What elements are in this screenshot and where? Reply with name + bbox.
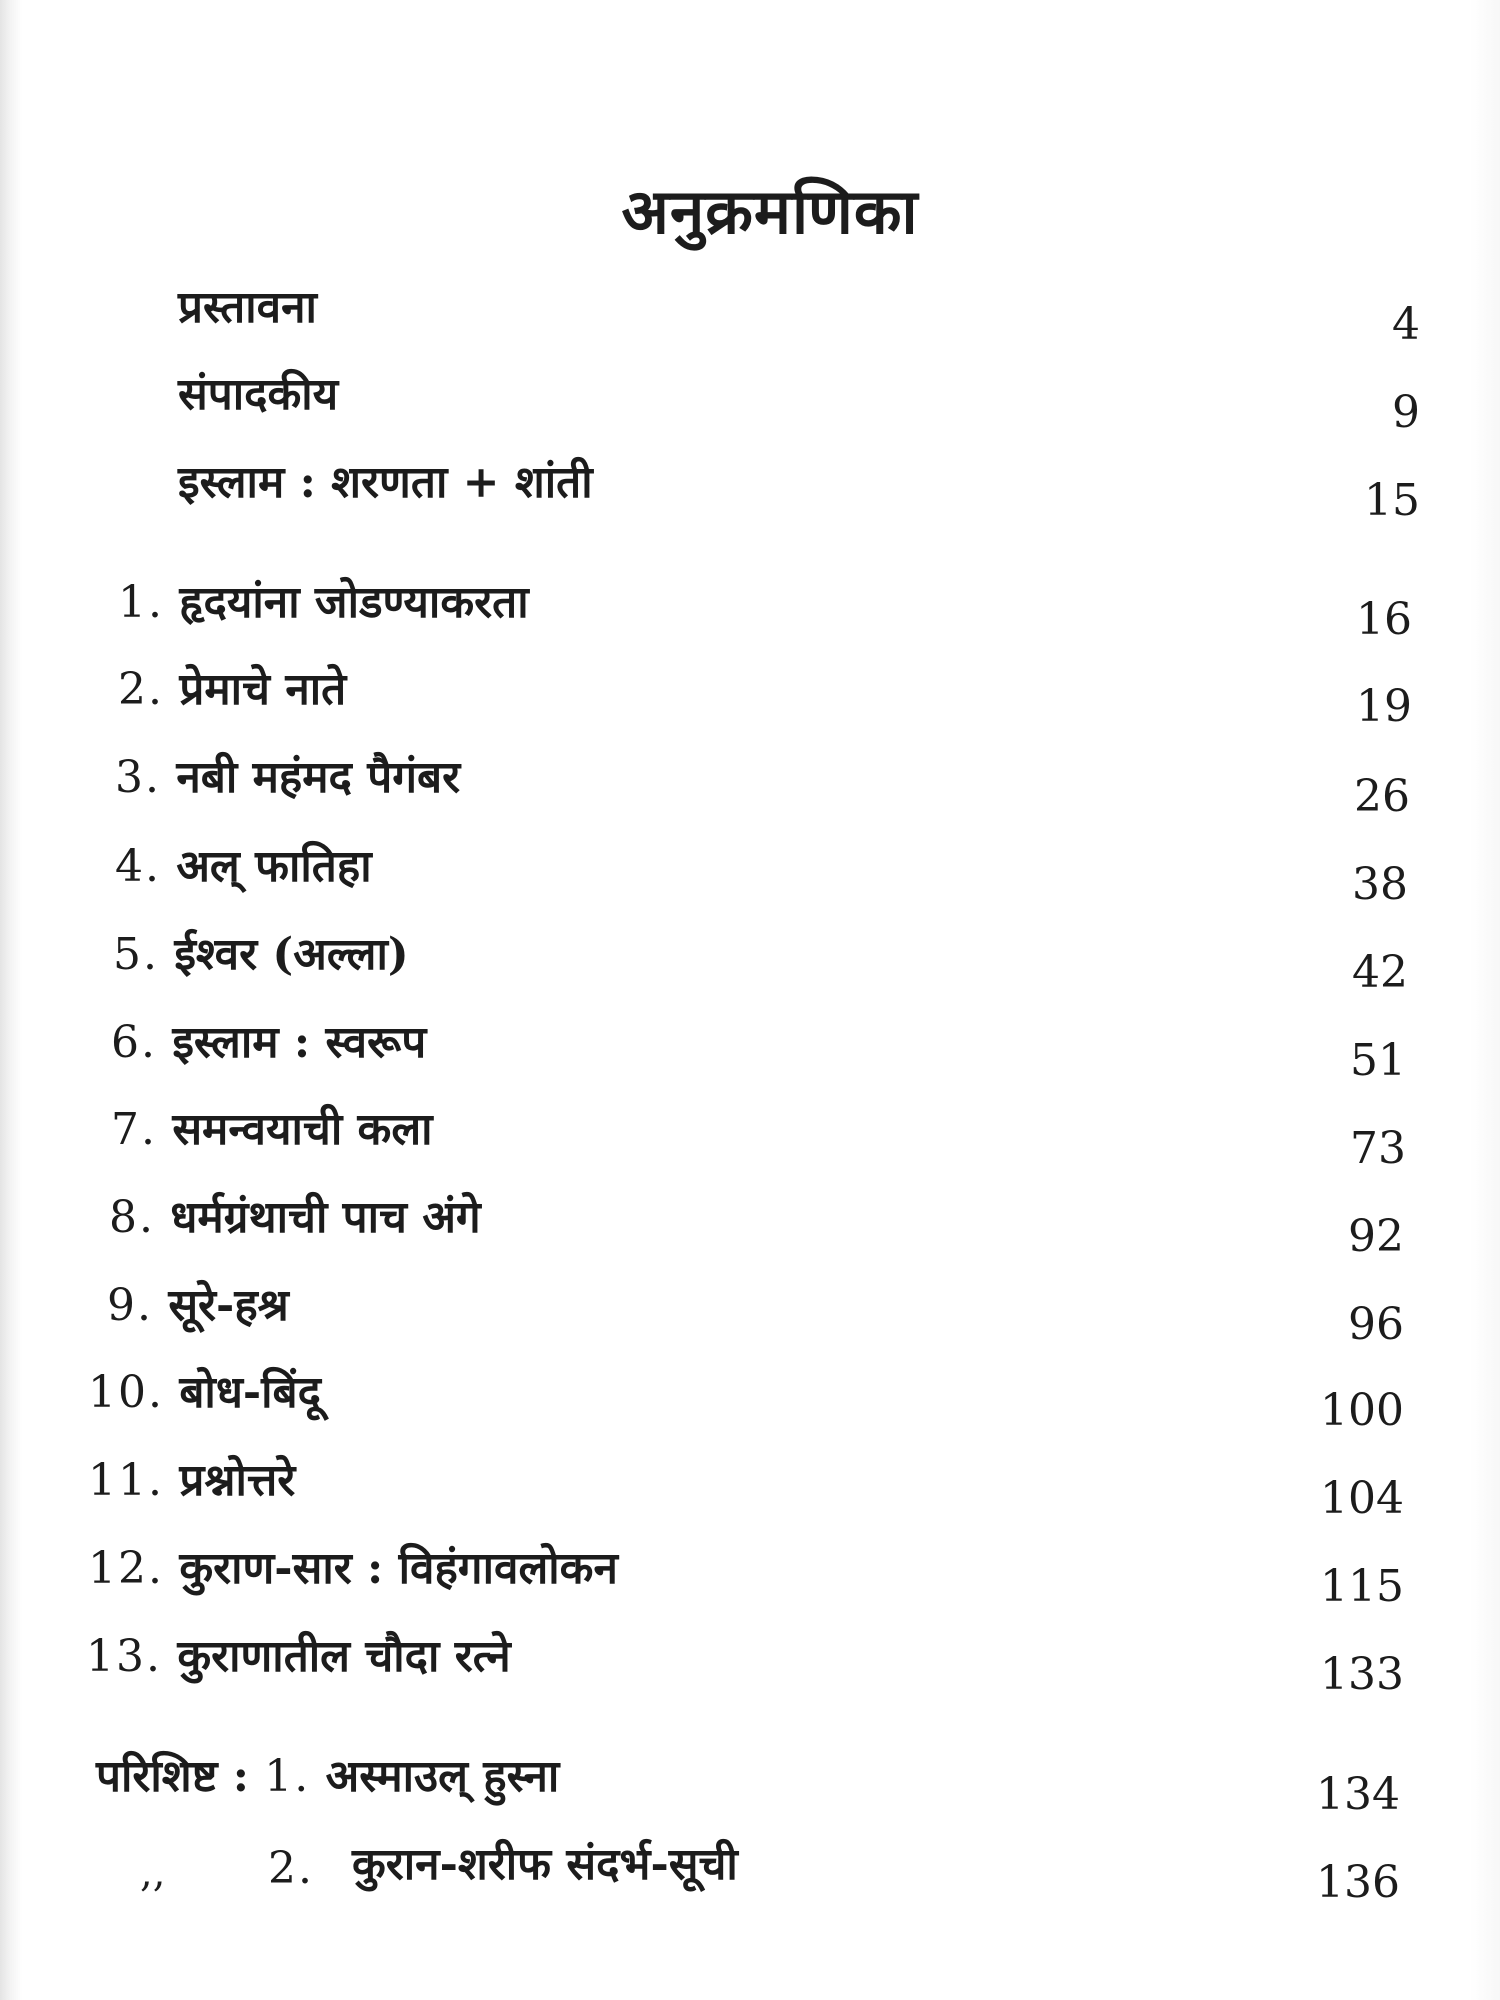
- appendix-page: 134: [1316, 1769, 1400, 1820]
- chapter-page: 96: [1348, 1299, 1404, 1350]
- toc-entry-page: 9: [1392, 387, 1420, 438]
- chapter-number: 8.: [109, 1192, 155, 1243]
- appendix-prefix: परिशिष्ट :: [96, 1751, 249, 1802]
- chapter-number: 13.: [86, 1631, 162, 1682]
- chapter-page: 19: [1356, 681, 1412, 732]
- chapter-title: इस्लाम : स्वरूप: [172, 1017, 427, 1068]
- chapter-title: नबी महंमद पैगंबर: [176, 752, 461, 803]
- chapter-title: कुराणातील चौदा रत्ने: [177, 1631, 511, 1682]
- chapter-page: 42: [1352, 947, 1408, 998]
- chapter-number: 7.: [111, 1104, 157, 1155]
- chapter-title: प्रश्नोत्तरे: [179, 1455, 296, 1506]
- chapter-number: 11.: [88, 1455, 164, 1506]
- appendix-page: 136: [1316, 1857, 1400, 1908]
- chapter-title: धर्मग्रंथाची पाच अंगे: [170, 1192, 481, 1243]
- chapter-number: 10.: [88, 1367, 164, 1418]
- chapter-number: 1.: [118, 577, 164, 628]
- chapter-number: 9.: [107, 1280, 153, 1331]
- chapter-title: हृदयांना जोडण्याकरता: [179, 577, 529, 628]
- chapter-page: 38: [1352, 859, 1408, 910]
- chapter-page: 104: [1320, 1473, 1404, 1524]
- chapter-number: 2.: [118, 664, 164, 715]
- chapter-number: 5.: [113, 929, 159, 980]
- appendix-title: अस्माउल् हुस्ना: [325, 1751, 560, 1802]
- chapter-number: 3.: [115, 752, 161, 803]
- toc-entry-editorial: [178, 360, 1428, 430]
- chapter-title: बोध-बिंदू: [179, 1367, 322, 1418]
- chapter-title: समन्वयाची कला: [172, 1104, 433, 1155]
- toc-entry-page: 4: [1392, 299, 1420, 350]
- appendix-number: 1.: [264, 1751, 311, 1802]
- toc-entry-preface: [178, 273, 1428, 343]
- chapter-page: 73: [1350, 1123, 1406, 1174]
- chapter-page: 16: [1356, 594, 1412, 645]
- toc-entry-label: संपादकीय: [178, 369, 339, 420]
- chapter-page: 92: [1348, 1211, 1404, 1262]
- chapter-title: सूरे-हश्र: [168, 1280, 289, 1331]
- toc-appendix-2: [140, 1830, 1040, 1900]
- chapter-title: ईश्वर (अल्ला): [174, 929, 409, 980]
- appendix-title: कुरान-शरीफ संदर्भ-सूची: [352, 1839, 738, 1890]
- toc-entry-label: इस्लाम : शरणता + शांती: [178, 457, 593, 508]
- chapter-page: 51: [1350, 1035, 1406, 1086]
- chapter-number: 6.: [111, 1017, 157, 1068]
- chapter-number: 12.: [88, 1543, 164, 1594]
- chapter-title: अल् फातिहा: [176, 841, 372, 892]
- chapter-title: कुराण-सार : विहंगावलोकन: [179, 1543, 618, 1594]
- chapter-page: 100: [1320, 1385, 1404, 1436]
- chapter-page: 26: [1354, 771, 1410, 822]
- ditto-mark: ,,: [140, 1850, 166, 1896]
- chapter-title: प्रेमाचे नाते: [179, 664, 347, 715]
- toc-entry-page: 15: [1364, 475, 1420, 526]
- chapter-page: 115: [1320, 1561, 1404, 1612]
- page-title: अनुक्रमणिका: [621, 175, 919, 248]
- toc-entry-islam-peace: [178, 448, 1428, 518]
- appendix-number: 2.: [268, 1843, 314, 1894]
- chapter-number: 4.: [115, 841, 161, 892]
- toc-entry-label: प्रस्तावना: [178, 282, 317, 333]
- chapter-page: 133: [1320, 1649, 1404, 1700]
